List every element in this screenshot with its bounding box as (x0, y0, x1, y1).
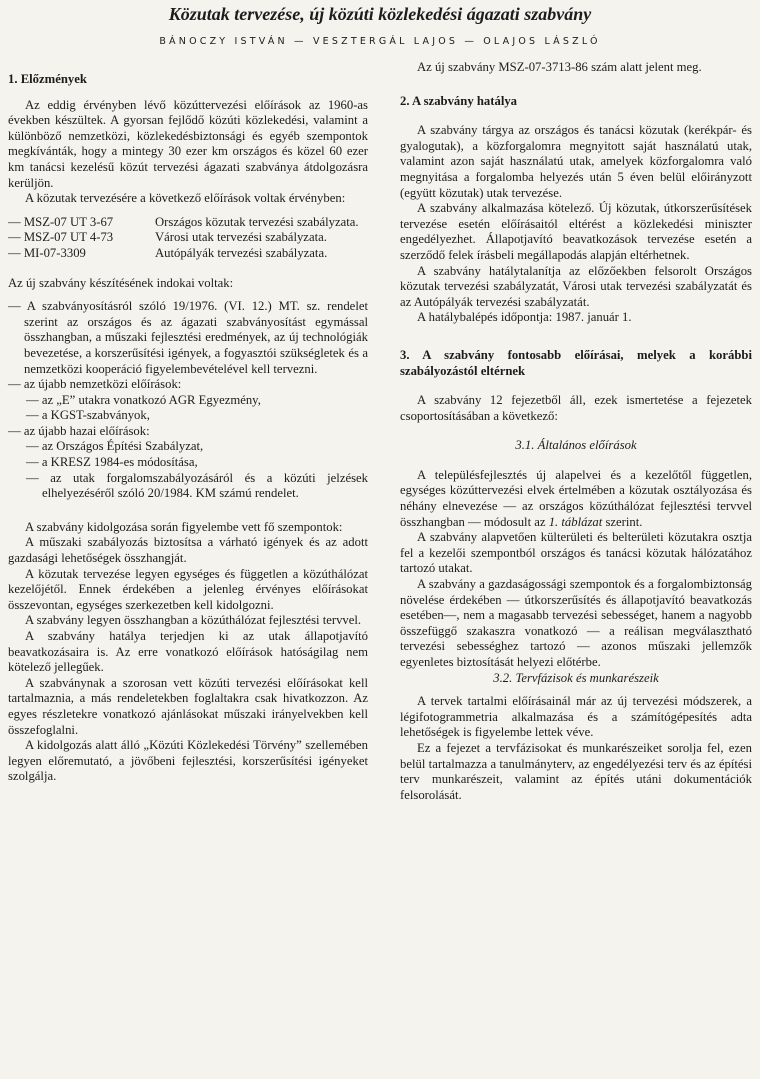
paragraph: Az új szabvány MSZ-07-3713-86 szám alatt jelent meg. (417, 60, 702, 74)
subsection-heading: 3.2. Tervfázisok és munkarészeik (493, 670, 659, 685)
right-column (400, 60, 752, 803)
list-item: — A szabványosításról szóló 19/1976. (VI. 12.) MT. sz. rendelet szerint az országos és az ágazati szabványosítást egymással összhangban, a műszaki fejlesztési eredmények, az új technológiák bevezetése, a korszerűsítési igények, a fogyasztói szükségletek és a nemzetközi kooperáció figyelembevételével kell tervezni. (8, 299, 368, 376)
paragraph-text: szerint. (602, 514, 643, 529)
paragraph: Az új szabvány készítésének indokai voltak: (8, 275, 234, 290)
standard-desc: Városi utak tervezési szabályzata. (155, 230, 327, 245)
standard-row (8, 246, 368, 262)
paragraph: A kidolgozás alatt álló „Közúti Közlekedési Törvény” szellemében legyen előremutató, a jövőbeni fejlesztési, korszerűsítési igényeket szolgálja. (8, 738, 368, 784)
paragraph-text: A településfejlesztés új alapelvei és a kezelőtől független, egységes közúttervezési elvek értelmében a közutak osztályozása és néhány elnevezése — az országos közúthálózat fejlesztési tervvel összhangban — módosult az (400, 467, 752, 529)
paragraph: A tervek tartalmi előírásainál már az új tervezési módszerek, a légifotogrammetria alkalmazása és a számítógépesítés adta lehetőségek is figyelembe lettek véve. (400, 694, 752, 740)
section-1-heading: 1. Előzmények (8, 72, 87, 86)
standard-desc: Országos közutak tervezési szabályzata. (155, 214, 359, 229)
standard-code: — MSZ-07 UT 4-73 (8, 230, 114, 245)
list-item: — az újabb nemzetközi előírások: (8, 377, 182, 392)
standard-row (8, 230, 368, 246)
standard-code: — MSZ-07 UT 3-67 (8, 214, 114, 229)
paragraph (400, 468, 752, 530)
paragraph: A szabvány legyen összhangban a közúthálózat fejlesztési tervvel. (25, 613, 362, 628)
paragraph: A szabvány kidolgozása során figyelembe vett fő szempontok: (25, 519, 343, 534)
subsection-heading: 3.1. Általános előírások (515, 438, 637, 453)
paragraph: Az eddig érvényben lévő közúttervezési előírások az 1960-as években készültek. A gyorsan fejlődő közúti közlekedési, valamint a különböző nemzetközi, közlekedésbiztonsági és egyéb szempontok megkívánták, hogy a mintegy 30 ezer km országos és közel 60 ezer km tanácsi kezelésű közút tervezési ágazati szabványa átdolgozásra kerüljön. (8, 97, 368, 190)
paragraph: A szabvány hatálya terjedjen ki az utak állapotjavító beavatkozásaira is. Az erre vonatkozó előírások hatóságilag nem kötelező jellegűek. (8, 629, 368, 675)
table-reference: 1. táblázat (548, 514, 603, 529)
paragraph: Ez a fejezet a tervfázisokat és munkarészeiket sorolja fel, ezen belül tartalmazza a tanulmányterv, az engedélyezési terv és az építési terv munkarészeit, valamint az építés utáni dokumentációk felsorolását. (400, 740, 752, 802)
list-item: — az utak forgalomszabályozásáról és a közúti jelzések elhelyezéséről szóló 20/1984. KM számú rendelet. (26, 470, 368, 501)
paragraph: A szabvány a gazdaságossági szempontok és a forgalombiztonság növelése érdekében — útkorszerűsítés és állapotjavító beavatkozás esetében—, nem a magasabb tervezési sebességet, hanem a nagyobb összefüggő szakaszra vonatkozó — a reálisan megválasztható tervezési sebességhez tartozó — azonos műszaki jellemzők egyenletes biztosítását helyezi előtérbe. (400, 577, 752, 669)
paragraph: A szabvány 12 fejezetből áll, ezek ismertetése a fejezetek csoportosításában a következő: (400, 393, 752, 423)
paragraph: A szabványnak a szorosan vett közúti tervezési előírásokat kell tartalmaznia, a más rendeletekben foglaltakra csak hivatkozzon. Az egyes részletekre vonatkozó ajánlásokat műszaki irányelvekben kell összefoglalni. (8, 675, 368, 737)
standard-code: — MI-07-3309 (8, 245, 86, 260)
paragraph: A szabvány alapvetően külterületi és belterületi közutakra osztja fel a kezelői szempontból országos és tanácsi közutak hálózatához tartozó utakat. (400, 530, 752, 576)
standard-desc: Autópályák tervezési szabályzata. (155, 245, 328, 260)
list-item: — a KGST-szabványok, (26, 408, 150, 423)
standard-row (8, 215, 368, 231)
paragraph: A közutak tervezése legyen egységes és független a közúthálózat kezelőjétől. Ennek érdekében a jelenleg érvényes előírásokat összevontan, egységes szerkezetben kell kidolgozni. (8, 566, 368, 612)
section-3-heading: 3. A szabvány fontosabb előírásai, melyek a korábbi szabályozástól eltérnek (400, 347, 752, 378)
left-column (8, 60, 368, 785)
article-authors: BÁNOCZY ISTVÁN — VESZTERGÁL LAJOS — OLAJOS LÁSZLÓ (159, 36, 601, 47)
paragraph: A közutak tervezésére a következő előírások voltak érvényben: (25, 191, 346, 206)
section-2-heading: 2. A szabvány hatálya (400, 93, 518, 108)
paragraph: A szabvány alkalmazása kötelező. Új közutak, útkorszerűsítések tervezése esetén előírásaitól eltérést a közlekedési miniszter engedélyezhet. Állapotjavító beavatkozások tervezése esetén a szerződő felek írásbeli megállapodás alapján eltérhetnek. (400, 201, 752, 262)
list-item: — az újabb hazai előírások: (8, 423, 150, 438)
paragraph: A hatálybalépés időpontja: 1987. január 1. (417, 310, 632, 325)
list-item: — a KRESZ 1984-es módosítása, (26, 455, 198, 470)
paragraph: A szabvány tárgya az országos és tanácsi közutak (kerékpár- és gyalogutak), a közforgalomra megnyitott saját használatú utak, valamint azon saját használatú utak, amelyek közforgalomra való megnyitása a forgalomba helyezés után 5 éven belül előirányzott (együtt közutak) utak tervezése. (400, 123, 752, 200)
paragraph: A szabvány hatálytalanítja az előzőekben felsorolt Országos közutak tervezési szabályzatát, Városi utak tervezési szabályzatát és az Autópályák tervezési szabályzatát. (400, 263, 752, 309)
article-title: Közutak tervezése, új közúti közlekedési ágazati szabvány (168, 4, 592, 24)
list-item: — az „E” utakra vonatkozó AGR Egyezmény, (26, 392, 261, 407)
paragraph: A műszaki szabályozás biztosítsa a várható igények és az adott gazdasági lehetőségek összhangját. (8, 535, 368, 566)
list-item: — az Országos Építési Szabályzat, (26, 439, 204, 454)
